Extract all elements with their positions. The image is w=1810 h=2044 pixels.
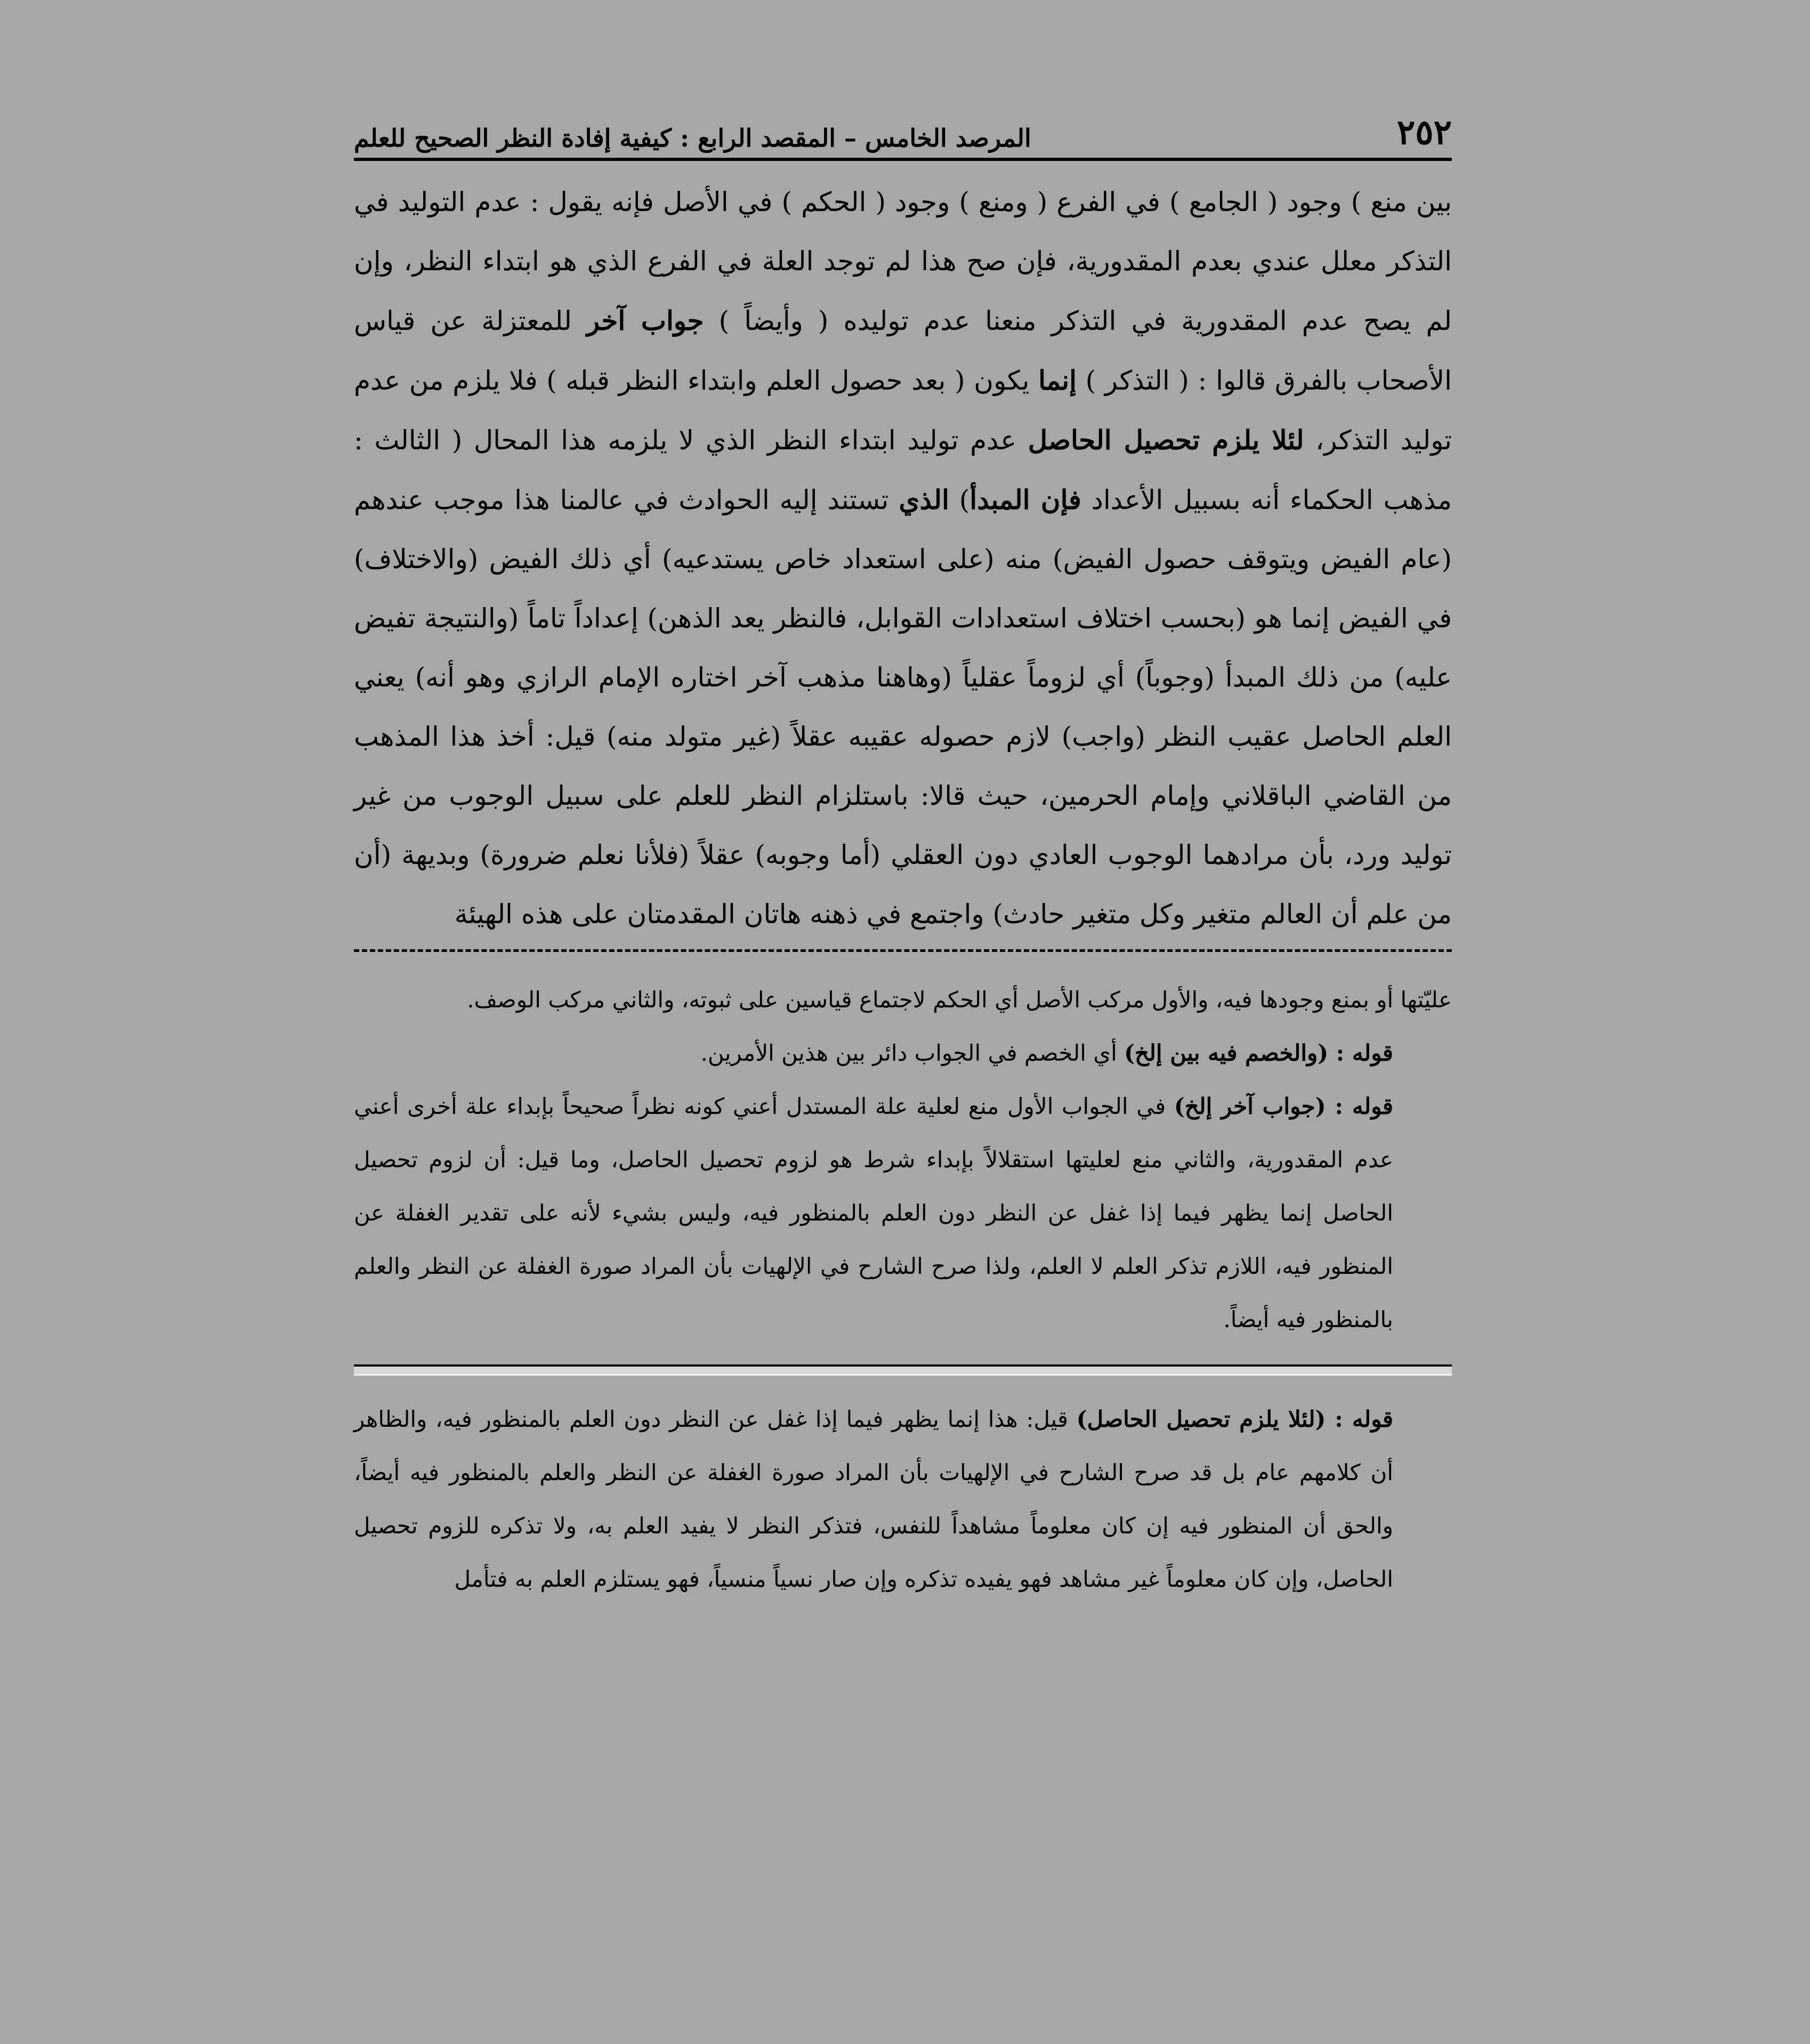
book-page [354,107,1452,1606]
footnote-paragraph [354,1393,1452,1606]
footnotes-secondary [354,1393,1452,1606]
text-run: يكون ( بعد حصول العلم وابتداء النظر قبله ) فلا يلزم من عدم توليد التذكر، [354,365,1452,456]
text-run: قيل: هذا إنما يظهر فيما إذا غفل عن النظر دون العلم بالمنظور فيه، والظاهر أن كلامهم عام بل قد صرح الشارح في الإلهيات بأن المراد صورة الغفلة عن النظر والعلم بالمنظور فيه أيضاً، والحق أن المنظور فيه إن كان معلوماً مشاهداً للنفس، فتذكر النظر لا يفيد العلم به، ولا تذكره للزوم تحصيل الحاصل، وإن كان معلوماً غير مشاهد فهو يفيده تذكره وإن صار نسياً منسياً، فهو يستلزم العلم به فتأمل [354,1406,1393,1592]
text-run: أي الخصم في الجواب دائر بين هذين الأمرين. [700,1040,1125,1066]
text-run: ) [949,484,970,515]
page-header [354,107,1452,161]
bold-phrase: فإن المبدأ [969,484,1081,515]
text-run: للمعتزلة عن قياس الأصحاب بالفرق قالوا : ( التذكر ) [354,305,1452,396]
text-run: بين منع ) وجود ( الجامع ) في الفرع ( ومنع ) وجود ( الحكم ) في الأصل فإنه يقول : عدم التوليد في التذكر معلل عندي بعدم المقدورية، فإن صح هذا لم توجد العلة في الفرع الذي هو ابتداء النظر، وإن لم يصح عدم المقدورية في التذكر منعنا عدم توليده ( وأيضاً ) [354,187,1452,336]
bold-phrase: الذي [899,484,949,515]
bold-phrase: قوله : (لئلا يلزم تحصيل الحاصل) [1076,1406,1393,1432]
text-run: عليّتها أو بمنع وجودها فيه، والأول مركب الأصل أي الحكم لاجتماع قياسين على ثبوته، والثاني مركب الوصف. [467,987,1452,1013]
text-run: عدم توليد ابتداء النظر الذي لا يلزمه هذا المحال ( الثالث : مذهب الحكماء أنه بسبيل الأعداد [354,425,1452,515]
footnote-paragraph [354,1027,1452,1080]
bold-phrase: قوله : (والخصم فيه بين إلخ) [1124,1040,1393,1066]
double-rule [354,1364,1452,1376]
bold-phrase: جواب آخر [586,305,704,336]
text-run: في الجواب الأول منع لعلية علة المستدل أعني كونه نظراً صحيحاً بإبداء علة أخرى أعني عدم المقدورية، والثاني منع لعليتها استقلالاً بإبداء شرط هو لزوم تحصيل الحاصل، وما قيل: أن لزوم تحصيل الحاصل إنما يظهر فيما إذا غفل عن النظر دون العلم بالمنظور فيه، وليس بشيء لأنه على تقدير الغفلة عن المنظور فيه، اللازم تذكر العلم لا العلم، ولذا صرح الشارح في الإلهيات بأن المراد صورة الغفلة عن النظر والعلم بالمنظور فيه أيضاً. [354,1093,1393,1332]
footnote-separator [354,949,1452,952]
footnotes [354,973,1452,1346]
bold-phrase: إنما [1038,365,1077,396]
page-number: ٢٥٢ [1396,112,1452,152]
bold-phrase: قوله : (جواب آخر إلخ) [1174,1093,1393,1119]
bold-phrase: لئلا يلزم تحصيل الحاصل [1028,424,1304,456]
text-run: تستند إليه الحوادث في عالمنا هذا موجب عندهم (عام الفيض ويتوقف حصول الفيض) منه (على استعداد خاص يستدعيه) أي ذلك الفيض (والاختلاف) في الفيض إنما هو (بحسب اختلاف استعدادات القوابل، فالنظر يعد الذهن) إعداداً تاماً (والنتيجة تفيض عليه) من ذلك المبدأ (وجوباً) أي لزوماً عقلياً (وهاهنا مذهب آخر اختاره الإمام الرازي وهو أنه) يعني العلم الحاصل عقيب النظر (واجب) لازم حصوله عقيبه عقلاً (غير متولد منه) قيل: أخذ هذا المذهب من القاضي الباقلاني وإمام الحرمين، حيث قالا: باستلزام النظر للعلم على سبيل الوجوب من غير توليد ورد، بأن مرادهما الوجوب العادي دون العقلي (أما وجوبه) عقلاً (فلأنا نعلم ضرورة) وبديهة (أن من علم أن العالم متغير وكل متغير حادث) واجتمع في ذهنه هاتان المقدمتان على هذه الهيئة [354,484,1452,930]
main-text [354,173,1452,944]
running-title: المرصد الخامس – المقصد الرابع : كيفية إفادة النظر الصحيح للعلم [354,124,1031,152]
footnote-paragraph [354,1080,1452,1346]
footnote-paragraph [354,973,1452,1027]
